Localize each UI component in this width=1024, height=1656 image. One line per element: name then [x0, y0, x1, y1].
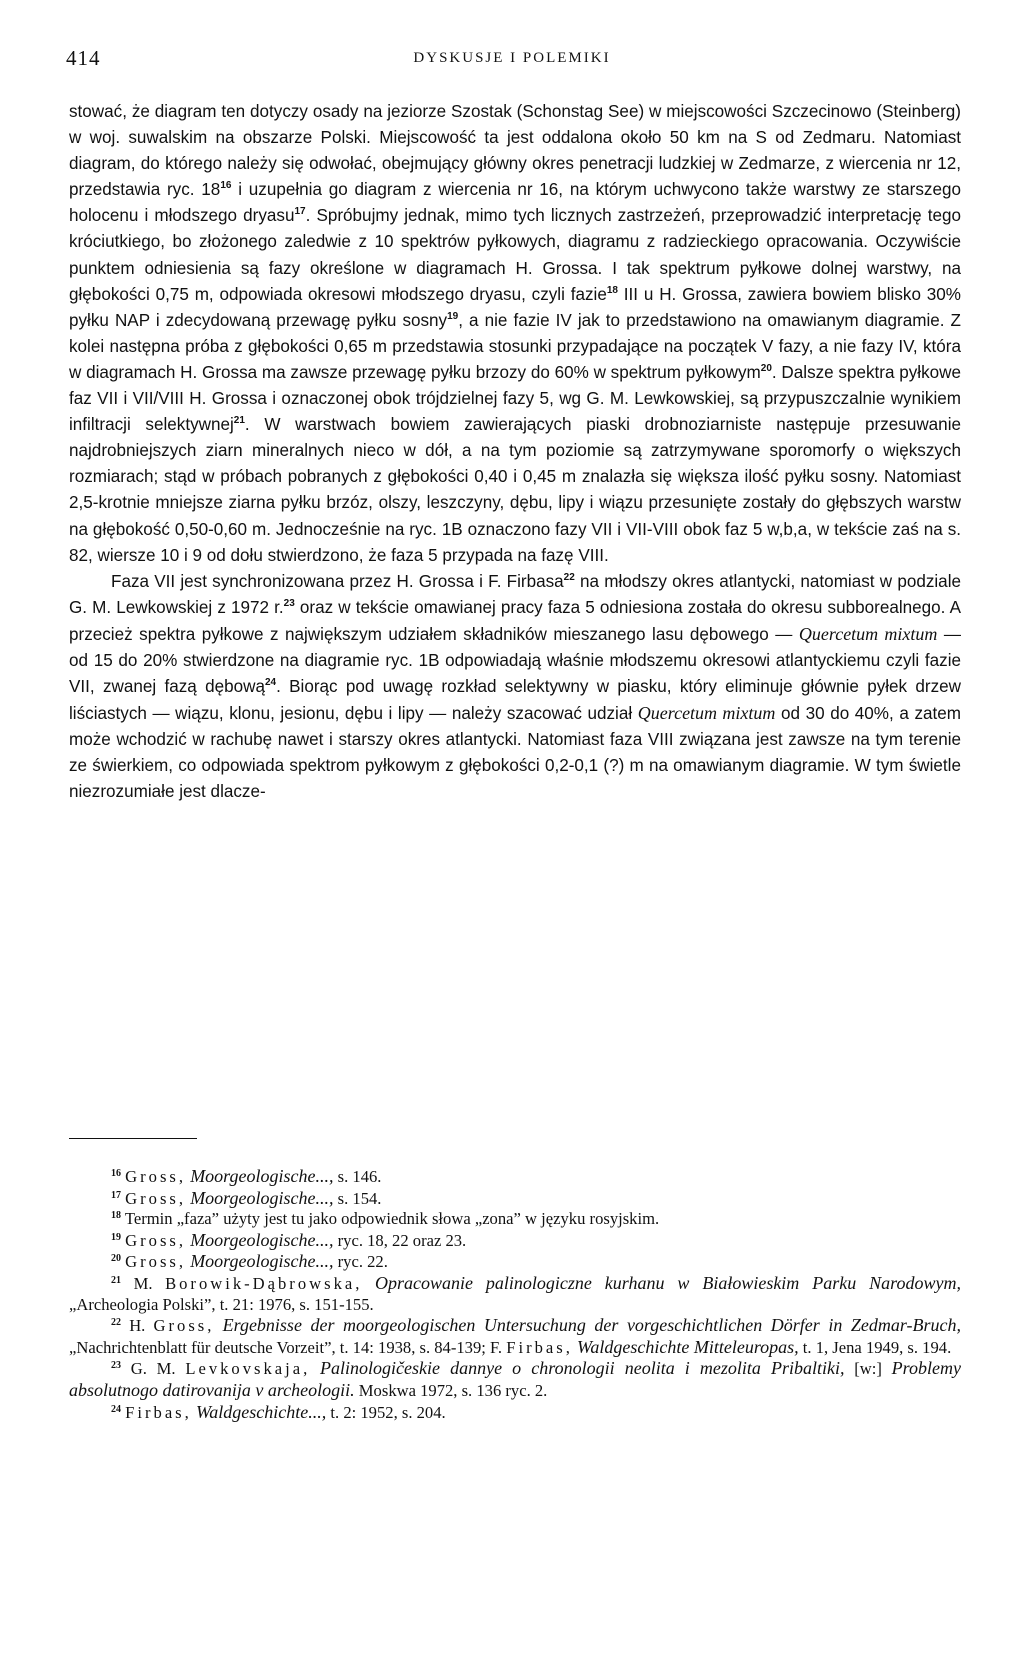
footnote-ref[interactable]: 21	[233, 415, 245, 427]
footnote-number: 19	[111, 1231, 121, 1243]
footnote-ref[interactable]: 24	[264, 677, 277, 689]
footnote-number: 23	[111, 1360, 121, 1372]
citation: „Nachrichtenblatt für deutsche Vorzeit”, t. 14: 1938, s. 84-139; F.	[69, 1337, 507, 1357]
footnote-separator	[69, 1138, 197, 1139]
footnote-19	[69, 1230, 961, 1252]
initials: H.	[129, 1316, 154, 1336]
author: Firbas,	[506, 1337, 573, 1357]
paragraph	[69, 569, 961, 806]
citation: „Archeologia Polski”, t. 21: 1976, s. 151-155.	[69, 1294, 374, 1314]
author: Gross,	[125, 1252, 187, 1272]
page-header	[66, 46, 958, 76]
work-title: Moorgeologische...,	[190, 1229, 334, 1250]
text-run: stować, że diagram ten dotyczy osady na jeziorze Szostak (Schonstag See) w miejscowości Szczecinowo (Steinberg) w woj. suwalskim na obszarze Polski. Miejscowość ta jest oddalona około 50 km na S od Zedmaru. Natomiast diagram, do którego należy się odwołać, obejmujący główny okres penetracji ludzkiej w Zedmarze, z wiercenia nr 12, przedstawia ryc. 18	[69, 102, 961, 200]
text-run: — od 15 do 20% stwierdzone na diagramie ryc. 1B odpowiadają właśnie młodszemu okresowi atlantyckiemu czyli fazie VII, zwanej fazą dębową	[69, 624, 962, 697]
footnote-text: Termin „faza” użyty jest tu jako odpowiednik słowa „zona” w języku rosyjskim.	[124, 1209, 660, 1229]
work-title: Problemy absolutnogo datirovanija v archeologii.	[69, 1358, 961, 1400]
text-run: na młodszy okres atlantycki, natomiast w podziale G. M. Lewkowskiej z 1972 r.	[69, 571, 961, 617]
author: Gross,	[125, 1188, 187, 1208]
footnote-number: 17	[111, 1189, 121, 1201]
footnote-21	[69, 1273, 961, 1315]
italic-term: Quercetum mixtum	[637, 703, 776, 724]
footnote-23	[69, 1358, 961, 1401]
footnote-24	[69, 1402, 961, 1424]
footnote-ref[interactable]: 22	[563, 571, 575, 583]
text-run: Faza VII jest synchronizowana przez H. Grossa i F. Firbasa	[111, 571, 564, 591]
author: Levkovskaja,	[185, 1359, 311, 1379]
work-title: Moorgeologische...,	[190, 1187, 334, 1208]
text-run: . Dalsze spektra pyłkowe faz VII i VII/VIII H. Grossa i oznaczonej obok trójdzielnej fazy 5, wg G. M. Lewkowskiej, są przypuszczalnie wynikiem infiltracji selektywnej	[69, 362, 962, 435]
author: Gross,	[125, 1167, 187, 1186]
work-title: Ergebnisse der moorgeologischen Untersuchung der vorgeschichtlichen Dörfer in Zedmar-Bruch,	[222, 1315, 961, 1336]
footnote-17	[69, 1188, 961, 1210]
text-run: , a nie fazie IV jak to przedstawiono na omawianym diagramie. Z kolei następna próba z głębokości 0,65 m przedstawia stosunki przypadające na początek V fazy, a nie fazy IV, która w diagramach H. Grossa ma zawsze przewagę pyłku brzozy do 60% w spektrum pyłkowym	[69, 310, 961, 382]
text-run: oraz w tekście omawianej pracy faza 5 odniesiona została do okresu subborealnego. A przecież spektra pyłkowe z największym udziałem składników mieszanego lasu dębowego —	[69, 597, 961, 644]
footnote-number: 20	[111, 1253, 121, 1265]
running-head: DYSKUSJE I POLEMIKI	[413, 50, 611, 66]
footnote-number: 16	[111, 1168, 121, 1179]
italic-term: Quercetum mixtum	[798, 623, 938, 644]
author: Gross,	[125, 1230, 187, 1250]
work-title: Waldgeschichte...,	[195, 1401, 327, 1422]
work-title: Opracowanie palinologiczne kurhanu w Białowieskim Parku Narodowym,	[374, 1272, 961, 1293]
work-title: Moorgeologische...,	[190, 1166, 334, 1186]
initials: G. M.	[130, 1359, 186, 1379]
footnote-number: 21	[111, 1274, 121, 1286]
work-title: Palinologičeskie dannye o chronologii neolita i mezolita Pribaltiki,	[320, 1358, 845, 1379]
footnote-ref[interactable]: 19	[447, 310, 459, 322]
text-run: i uzupełnia go diagram z wiercenia nr 16, na którym uchwycono także warstwy ze starszego holocenu i młodszego dryasu	[69, 180, 961, 226]
text-run: . Biorąc pod uwagę rozkład selektywny w piasku, który eliminuje głównie pyłek drzew liściastych — wiązu, klonu, jesionu, dębu i lipy — należy szacować udział	[69, 677, 962, 724]
author: Gross,	[153, 1316, 215, 1336]
footnote-number: 24	[111, 1403, 121, 1415]
footnote-ref[interactable]: 16	[220, 180, 232, 192]
citation: t. 1, Jena 1949, s. 194.	[798, 1337, 952, 1357]
footnote-ref[interactable]: 17	[294, 206, 306, 218]
citation: [w:]	[844, 1359, 892, 1379]
body-text	[69, 99, 961, 806]
footnote-ref[interactable]: 18	[606, 284, 618, 296]
author: Borowik-Dąbrowska,	[165, 1273, 363, 1293]
footnote-20	[69, 1251, 961, 1273]
work-title: Waldgeschichte Mitteleuropas,	[577, 1336, 799, 1357]
initials: M.	[133, 1273, 166, 1293]
footnote-number: 18	[111, 1210, 121, 1222]
footnote-ref[interactable]: 23	[283, 597, 295, 609]
citation: Moskwa 1972, s. 136 ryc. 2.	[354, 1380, 548, 1400]
citation: s. 154.	[333, 1188, 382, 1208]
text-run: . W warstwach bowiem zawierających piaski drobnoziarniste następuje przesuwanie najdrobniejszych ziarn mineralnych nieco w dół, a na tym poziomie są zatrzymywane sporomorfy o większych rozmiarach; stąd w próbach pobranych z głębokości 0,40 i 0,45 m znalazła się większa ilość pyłku sosny. Natomiast 2,5-krotnie mniejsze ziarna pyłku brzóz, olszy, leszczyny, dębu, lipy i wiązu przesunięte zostały do głębszych warstw na głębokość 0,50-0,60 m. Jednocześnie na ryc. 1B oznaczono fazy VII i VII-VIII obok faz 5 w,b,a, w tekście zaś na s. 82, wiersze 10 i 9 od dołu stwierdzono, że faza 5 przypada na fazę VIII.	[69, 415, 961, 565]
footnote-22	[69, 1315, 961, 1358]
citation: ryc. 18, 22 oraz 23.	[333, 1230, 467, 1250]
citation: t. 2: 1952, s. 204.	[326, 1402, 446, 1422]
page-number: 414	[66, 46, 101, 70]
citation: ryc. 22.	[333, 1252, 388, 1272]
text-run: . Spróbujmy jednak, mimo tych licznych zastrzeżeń, przeprowadzić interpretację tego króciutkiego, bo złożonego zaledwie z 10 spektrów pyłkowych, diagramu z radzieckiego opracowania. Oczywiście punktem odniesienia są fazy określone w diagramach H. Grossa. I tak spektrum pyłkowe dolnej warstwy, na głębokości 0,75 m, odpowiada okresowi młodszego dryasu, czyli fazie	[69, 206, 961, 304]
author: Firbas,	[125, 1402, 192, 1422]
footnote-16	[69, 1166, 961, 1188]
citation: s. 146.	[333, 1167, 382, 1186]
footnote-number: 22	[111, 1317, 121, 1329]
footnote-18	[69, 1209, 961, 1230]
footnotes	[69, 1166, 961, 1423]
footnote-ref[interactable]: 20	[760, 362, 772, 374]
work-title: Moorgeologische...,	[190, 1251, 334, 1272]
text-run: III u H. Grossa, zawiera bowiem blisko 30% pyłku NAP i zdecydowaną przewagę pyłku sosny	[69, 284, 961, 330]
paragraph	[69, 99, 961, 569]
text-run: od 30 do 40%, a zatem może wchodzić w rachubę nawet i starszy okres atlantycki. Natomiast faza VIII związana jest zawsze na tym terenie ze świerkiem, co odpowiada spektrom pyłkowym z głębokości 0,2-0,1 (?) m na omawianym diagramie. W tym świetle niezrozumiałe jest dlacze-	[69, 704, 961, 802]
